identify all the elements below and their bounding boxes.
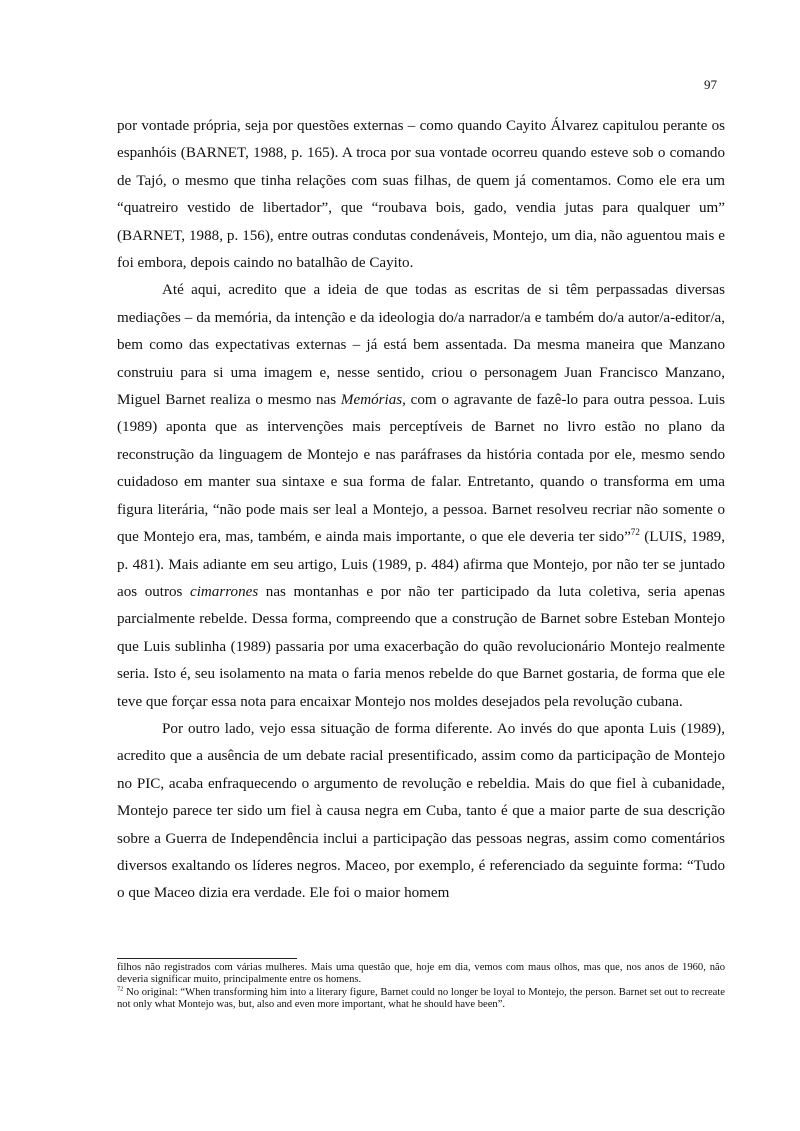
paragraph-3 (117, 716, 725, 908)
footnote-marker: 72 (630, 527, 640, 538)
text-run: Até aqui, acredito que a ideia de que todas as escritas de si têm perpassadas diversas mediações – da memória, da intenção e da ideologia do/a narrador/a e também do/a autor/a-editor/a, bem como das expectativas externas – já está bem assentada. Da mesma maneira que Manzano construiu para si uma imagem e, nesse sentido, criou o personagem Juan Francisco Manzano, Miguel Barnet realiza o mesmo nas (117, 282, 725, 409)
page-number: 97 (704, 77, 717, 92)
paragraph-2 (117, 277, 725, 716)
text-run: No original: “When transforming him into a literary figure, Barnet could no longer be loyal to Montejo, the person. Barnet set out to recreate not only what Montejo was, but, also and even more important, what he should have been”. (117, 986, 725, 1010)
italic-term: Memórias (340, 392, 403, 409)
footnotes (117, 962, 725, 1011)
footnote-separator (117, 958, 297, 959)
text-run: Por outro lado, vejo essa situação de forma diferente. Ao invés do que aponta Luis (1989), acredito que a ausência de um debate racial presentificado, assim como da participação de Montejo no PIC, acaba enfraquecendo o argumento de revolução e rebeldia. Mais do que fiel à cubanidade, Montejo parece ter sido um fiel à causa negra em Cuba, tanto é que a maior parte de sua descrição sobre a Guerra de Independência inclui a participação das pessoas negras, assim como comentários diversos exaltando os líderes negros. Maceo, por exemplo, é referenciado da seguinte forma: “Tudo o que Maceo dizia era verdade. Ele foi o maior homem (117, 720, 725, 902)
body-text (117, 113, 725, 908)
text-run: , com o agravante de fazê-lo para outra pessoa. Luis (1989) aponta que as intervenções mais perceptíveis de Barnet no livro estão no plano da reconstrução da linguagem de Montejo e nas paráfrases da história contada por ele, mesmo sendo cuidadoso em manter sua sintaxe e sua forma de falar. Entretanto, quando o transforma em uma figura literária, “não pode mais ser leal a Montejo, a pessoa. Barnet resolveu recriar não somente o que Montejo era, mas, também, e ainda mais importante, o que ele deveria ter sido” (117, 392, 725, 546)
footnote-continuation (117, 962, 725, 987)
italic-term: cimarrones (190, 583, 259, 600)
footnote-72 (117, 987, 725, 1012)
paragraph-1 (117, 113, 725, 277)
text-run: nas montanhas e por não ter participado da luta coletiva, seria apenas parcialmente rebelde. Dessa forma, compreendo que a construção de Barnet sobre Esteban Montejo que Luis sublinha (1989) passaria por uma exacerbação do quão revolucionário Montejo realmente seria. Isto é, seu isolamento na mata o faria menos rebelde do que Barnet gostaria, de forma que ele teve que forçar essa nota para encaixar Montejo nos moldes desejados pela revolução cubana. (117, 583, 725, 710)
text-run: por vontade própria, seja por questões externas – como quando Cayito Álvarez capitulou perante os espanhóis (BARNET, 1988, p. 165). A troca por sua vontade ocorreu quando esteve sob o comando de Tajó, o mesmo que tinha relações com suas filhas, de quem já comentamos. Como ele era um “quatreiro vestido de libertador”, que “roubava bois, gado, vendia jutas para qualquer um” (BARNET, 1988, p. 156), entre outras condutas condenáveis, Montejo, um dia, não aguentou mais e foi embora, depois caindo no batalhão de Cayito. (117, 118, 725, 272)
text-run: filhos não registrados com várias mulheres. Mais uma questão que, hoje em dia, vemos com maus olhos, mas que, nos anos de 1960, não deveria significar muito, principalmente entre os homens. (117, 962, 725, 986)
footnote-marker: 72 (117, 985, 124, 993)
text-run: (LUIS, 1989, p. 481). Mais adiante em seu artigo, Luis (1989, p. 484) afirma que Montejo, por não ter se juntado aos outros (117, 529, 726, 600)
